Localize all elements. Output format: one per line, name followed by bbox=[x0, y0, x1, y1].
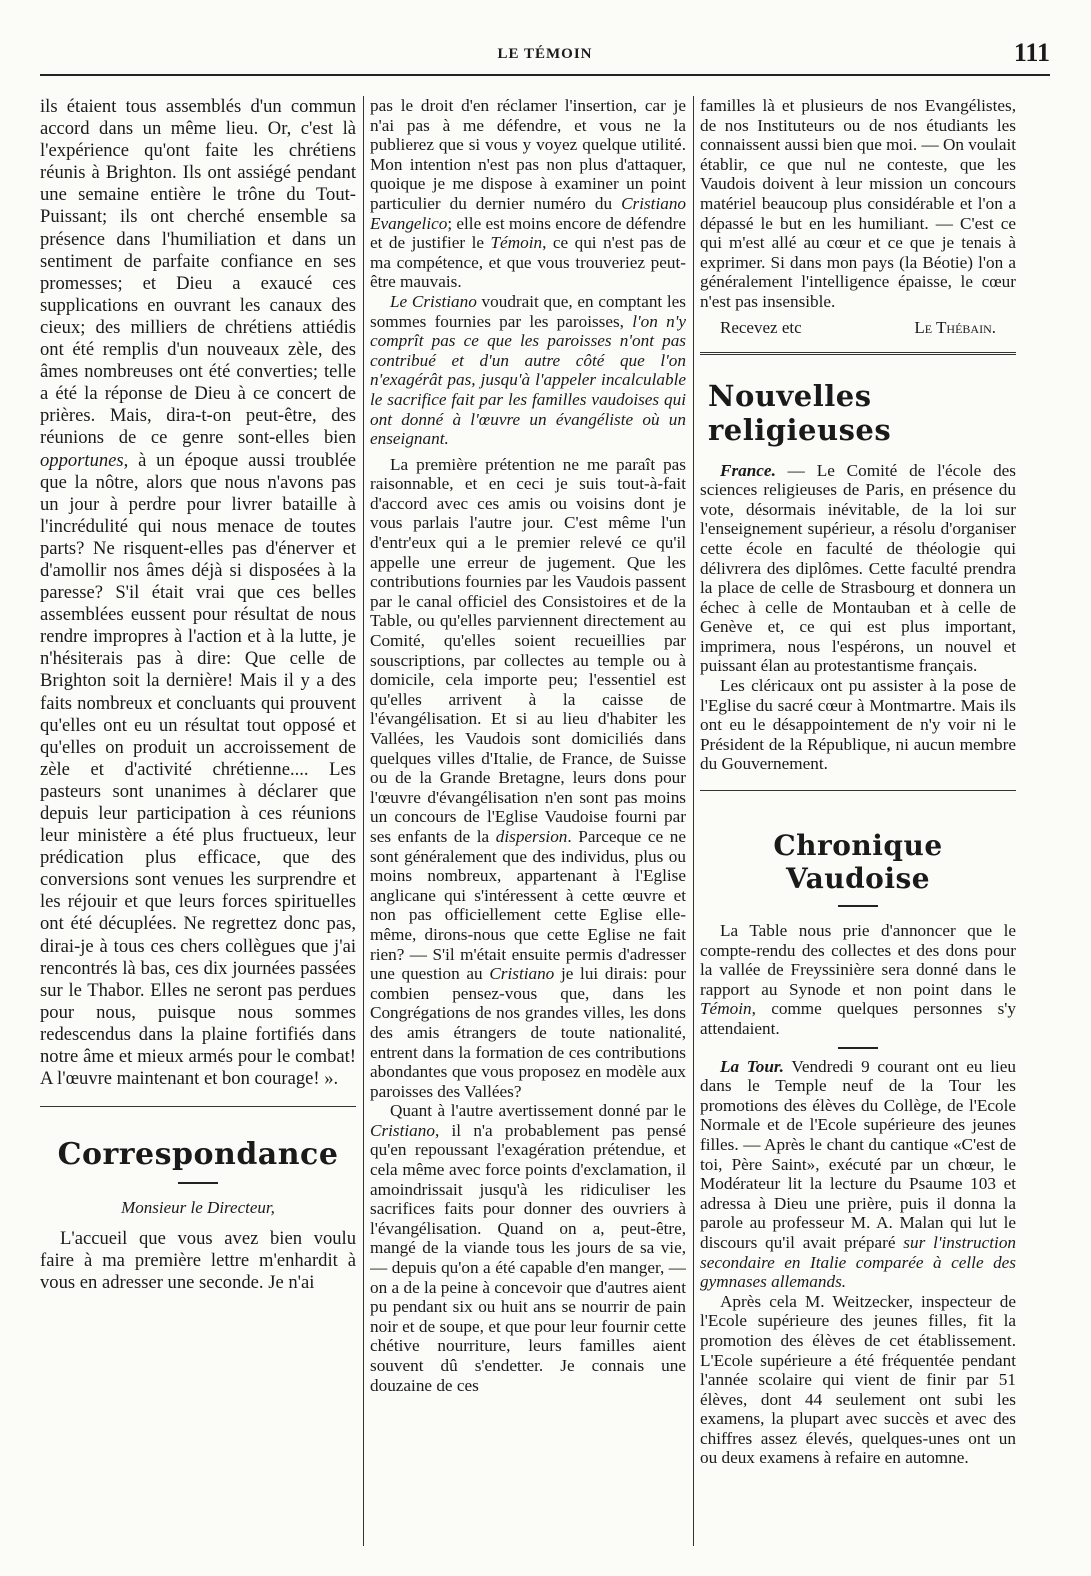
place-label: La Tour. bbox=[720, 1056, 784, 1076]
signoff-signature: Le Thébain. bbox=[914, 317, 996, 337]
page-number: 111 bbox=[1013, 38, 1050, 67]
section-heading-nouvelles: Nouvelles religieuses bbox=[708, 378, 892, 447]
news-paragraph: Les cléricaux ont pu assister à la pose de l'Eglise du sacré cœur à Montmartre. Mais ils ont eu le désappointement de n'y voir ni le Président de la République, ni aucun membre du Gouvernement. bbox=[700, 676, 1016, 774]
news-paragraph: France. — Le Comité de l'école des sciences religieuses de Paris, en présence du vote, désormais inévitable, de la loi sur l'enseignement supérieur, a résolu d'organiser cette école en faculté de théologie qui délivrera des diplômes. Cette faculté prendra la place de celle de Strasbourg et donnera un échec à celle de Montauban et à celle de Genève et, ce qui est plus important, imprimera, nous l'espérons, un nouvel et puissant élan au protestantisme français. bbox=[700, 460, 1016, 676]
header-rule bbox=[40, 74, 1050, 76]
news-paragraph: La Table nous prie d'annoncer que le compte-rendu des collectes et des dons pour la vallée de Freyssinière sera donné dans le rapport au Synode et non point dans le Témoin, comme quelques personnes s'y attendaient. bbox=[700, 921, 1016, 1038]
news-paragraph: Après cela M. Weitzecker, inspecteur de l'Ecole supérieure des jeunes filles, fit la promotion des élèves de cet établissement. L'Ecole supérieure a été fréquentée pendant l'année scolaire qui vient de finir par 51 élèves, dont 44 seulement ont subi les examens, la plupart avec succès et avec des chiffres assez élevés, quelques-unes ont un ou deux examens à refaire en automne. bbox=[700, 1291, 1016, 1468]
letter-paragraph: pas le droit d'en réclamer l'insertion, car je n'ai pas à me défendre, et vous ne la publierez que si vous y voyez quelque utilité. Mon intention n'est pas non plus d'attaquer, quoique je me dispose à examiner un point particulier du dernier numéro du Cristiano Evangelico; elle est moins encore de défendre et de justifier le Témoin, ce qui n'est pas de ma compétence, et que vous trouveriez peut-être mauvais. bbox=[370, 96, 686, 292]
item-separator bbox=[838, 1047, 878, 1049]
column-3 bbox=[700, 96, 1016, 1546]
news-paragraph: La Tour. Vendredi 9 courant ont eu lieu dans le Temple neuf de la Tour les promotions des élèves du Collège, de l'Ecole Normale et de l'Ecole supérieure des jeunes filles. — Après le chant du cantique «C'est de toi, Père Saint», exécuté par un chœur, le Modérateur lit la lecture du Psaume 103 et adressa à Dieu une prière, puis il donna la parole au professeur M. A. Malan qui lut le discours qu'il avait préparé sur l'instruction secondaire en Italie comparée à celle des gymnases allemands. bbox=[700, 1056, 1016, 1292]
running-title: LE TÉMOIN bbox=[497, 46, 593, 62]
article-paragraph: ils étaient tous assemblés d'un commun accord dans un même lieu. Or, c'est là l'expérience qu'ont faite les chrétiens réunis à Brighton. Ils ont assiégé pendant une semaine entière le trône du Tout-Puissant; ils ont cherché ensemble sa présence dans l'humiliation et dans un sentiment de parfaite confiance en ses promesses; et Dieu a exaucé ces supplications en ouvrant les canaux des cieux; des milliers de chrétiens attiédis ont été remplis d'un nouveaux zèle, des âmes nombreuses ont été converties; telle a été la réponse de Dieu à ce concert de prières. Mais, dira-t-on peut-être, des réunions de ce genre sont-elles bien opportunes, à un époque aussi troublée que la nôtre, alors que nous n'avons pas un jour à perdre pour livrer bataille à l'incrédulité qui nous menace de toutes parts? Ne risquent-elles pas d'énerver et d'amollir nos âmes déjà si disposées à la paresse? S'il était vrai que ces belles assemblées eussent pour résultat de nous rendre impropres à l'action et à la lutte, je n'hésiterais pas à dire: Que celle de Brighton soit la dernière! Mais il y a des faits nombreux et concluants qui prouvent qu'elles ont eu un résultat tout opposé et qu'elles on produit un accroissement de zèle et d'activité chrétienne.... Les pasteurs sont unanimes à déclarer que depuis leur participation à ces réunions leur ministère a été plus fructueux, leur prédication plus efficace, que des conversions sont venues les surprendre et les réjouir et que leurs forces spirituelles ont été décuplées. Ne regrettez donc pas, dirai-je à tous ces chers collègues que j'ai rencontrés là bas, ces dix journées passées sur le Thabor. Elles ne seront pas perdues pour nous, puisque nous sommes redescendus dans la plaine fortifiés dans notre âme et mieux armés pour le combat! A l'œuvre maintenant et bon courage! ». bbox=[40, 96, 356, 1090]
section-divider bbox=[700, 352, 1016, 355]
column-divider-2 bbox=[693, 96, 694, 1546]
letter-paragraph: Le Cristiano voudrait que, en comptant les sommes fournies par les paroisses, l'on n'y comprît pas ce que les paroisses n'ont pas contribué et d'un autre côté que l'on n'exagérât pas, jusqu'à l'appeler incalculable le sacrifice fait par les familles vaudoises qui ont donné à l'œuvre un évangéliste où un enseignant. bbox=[370, 291, 686, 449]
letter-paragraph: L'accueil que vous avez bien voulu faire à ma première lettre m'enhardit à vous en adresser une seconde. Je n'ai bbox=[40, 1228, 356, 1294]
heading-dash bbox=[838, 905, 878, 907]
column-2 bbox=[370, 96, 686, 1546]
signoff-closing: Recevez etc bbox=[720, 317, 802, 337]
letter-signoff bbox=[700, 312, 1016, 342]
letter-paragraph: La première prétention ne me paraît pas raisonnable, et en ceci je suis tout-à-fait d'accord avec ces amis ou voisins dont je vous parlais l'autre jour. C'est même l'un d'entr'eux qui a le premier relevé ce qu'il appelle une erreur de jugement. Que les contributions fournies par les Vaudois passent par le canal officiel des Consistoires et de la Table, ou qu'elles parviennent directement au Comité, qu'elles soient recueillies par souscriptions, par collectes au temple ou à domicile, cela importe peu; l'essentiel est qu'elles arrivent à la caisse de l'évangélisation. Et si au lieu d'habiter les Vallées, les Vaudois sont domiciliés dans quelques villes d'Italie, de France, de Suisse ou de la Grande Bretagne, leurs dons pour l'œuvre d'évangélisation n'en sont pas moins un concours de l'Eglise Vaudoise fourni par ses enfants de la dispersion. Parceque ce ne sont généralement que des individus, plus ou moins nombreux, appartenant à l'Eglise anglicane qui s'intéressent à cette œuvre et non pas officiellement cette Eglise elle-même, dirons-nous que cette Eglise ne fait rien? — S'il m'était ensuite permis d'adresser une question au Cristiano je lui dirais: pour combien pensez-vous que, dans les Congrégations de nos grandes villes, les dons des amis étrangers de toute nationalité, entrent dans la formation de ces contributions abondantes que vous proposez en modèle aux paroisses des Vallées? bbox=[370, 454, 686, 1101]
place-label: France. bbox=[720, 460, 776, 480]
section-divider bbox=[40, 1106, 356, 1107]
letter-paragraph: Quant à l'autre avertissement donné par le Cristiano, il n'a probablement pas pensé qu'en repoussant l'exagération prétendue, et cela même avec force points d'exclamation, il amoindrissait jusqu'à les ridiculiser les sacrifices faits pour donner des ouvriers à l'évangélisation. Quand on a, peut-être, mangé de la viande tous les jours de sa vie, — depuis qu'on a été capable d'en manger, — on a de la peine à concevoir que d'autres aient pu pendant six ou huit ans se nourrir de pain noir et de soupe, et que pour leur fournir cette chétive nourriture, leurs familles aient souvent dû s'endetter. Je connais une douzaine de ces bbox=[370, 1101, 686, 1395]
section-divider bbox=[700, 790, 1016, 791]
section-heading-chronique: Chronique Vaudoise bbox=[773, 829, 943, 896]
letter-salutation: Monsieur le Directeur, bbox=[121, 1198, 275, 1218]
column-1 bbox=[40, 96, 356, 1546]
page-header bbox=[40, 38, 1050, 78]
column-divider-1 bbox=[363, 96, 364, 1546]
heading-dash bbox=[178, 1182, 218, 1184]
letter-paragraph: familles là et plusieurs de nos Evangélistes, de nos Instituteurs ou de nos étudiants les connaissent aussi bien que moi. — On voulait établir, ce que nul ne conteste, que les Vaudois doivent à leur mission un concours matériel beaucoup plus considérable et l'on a dépassé le but en les humiliant. — C'est ce qui m'est allé au cœur et ce que je tenais à exprimer. Si dans mon pays (la Béotie) l'on a généralement l'intelligence épaisse, le cœur n'est pas insensible. bbox=[700, 96, 1016, 311]
section-heading-correspondance: Correspondance bbox=[57, 1137, 339, 1173]
